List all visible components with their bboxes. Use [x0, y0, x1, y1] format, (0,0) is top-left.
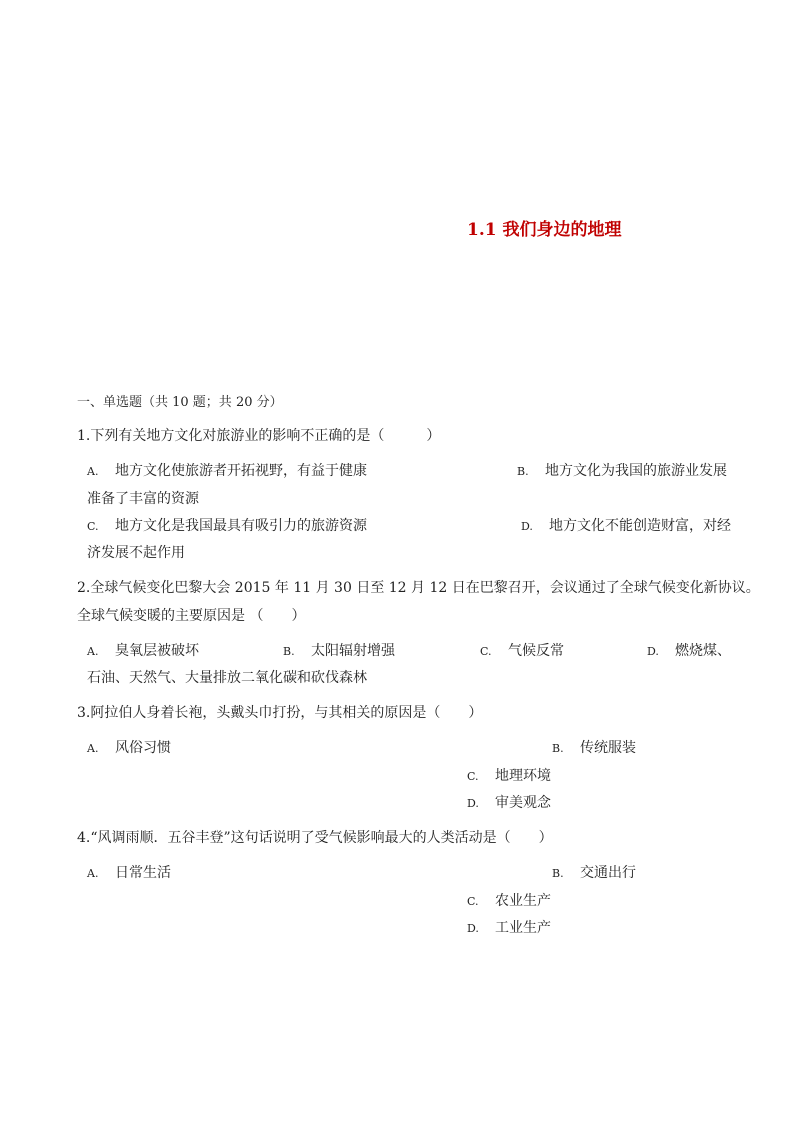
option-text: 日常生活 [115, 865, 171, 881]
question-1-stem: 1.下列有关地方文化对旅游业的影响不正确的是（ ） [77, 428, 441, 444]
question-4-option-b[interactable] [552, 863, 636, 884]
option-text: 气候反常 [508, 643, 564, 659]
question-4-option-d[interactable] [467, 918, 551, 939]
option-letter: B. [283, 645, 295, 658]
option-text: 燃烧煤、 [675, 643, 731, 659]
option-letter: D. [521, 520, 533, 533]
option-letter: A. [87, 465, 99, 478]
question-4-stem: 4.“风调雨顺．五谷丰登”这句话说明了受气候影响最大的人类活动是（ ） [77, 830, 553, 846]
option-letter: B. [552, 742, 564, 755]
question-3-option-d[interactable] [467, 793, 551, 814]
option-letter: A. [87, 645, 99, 658]
option-text: 臭氧层被破坏 [115, 643, 199, 659]
option-letter: B. [552, 867, 564, 880]
question-1-option-c[interactable] [87, 516, 367, 537]
question-2-option-d[interactable] [647, 641, 731, 662]
option-letter: D. [467, 922, 479, 935]
page-title: 1.1 我们身边的地理 [467, 220, 622, 240]
option-letter: C. [480, 645, 492, 658]
option-letter: D. [647, 645, 659, 658]
question-2-option-a[interactable] [87, 641, 199, 662]
option-letter: D. [467, 797, 479, 810]
option-text: 风俗习惯 [115, 740, 171, 756]
section-heading: 一、单选题（共 10 题；共 20 分） [77, 395, 283, 410]
option-letter: C. [467, 895, 479, 908]
question-1-option-d[interactable] [521, 516, 731, 537]
question-4-option-a[interactable] [87, 863, 171, 884]
option-letter: B. [517, 465, 529, 478]
option-letter: C. [87, 520, 99, 533]
option-letter: A. [87, 867, 99, 880]
question-2-stem: 2.全球气候变化巴黎大会 2015 年 11 月 30 日至 12 月 12 日在巴黎召开，会议通过了全球气候变化新协议。 [77, 580, 760, 596]
question-2-option-d-continued: 石油、天然气、大量排放二氧化碳和砍伐森林 [87, 670, 367, 686]
question-2-option-c[interactable] [480, 641, 564, 662]
option-text: 地方文化为我国的旅游业发展 [545, 463, 727, 479]
question-4-option-c[interactable] [467, 891, 551, 912]
option-text: 审美观念 [495, 795, 551, 811]
question-3-option-c[interactable] [467, 766, 551, 787]
question-1-option-d-continued: 济发展不起作用 [87, 545, 185, 561]
option-text: 农业生产 [495, 893, 551, 909]
option-letter: A. [87, 742, 99, 755]
question-2-option-b[interactable] [283, 641, 395, 662]
option-text: 地理环境 [495, 768, 551, 784]
question-3-option-a[interactable] [87, 738, 171, 759]
question-3-stem: 3.阿拉伯人身着长袍，头戴头巾打扮，与其相关的原因是（ ） [77, 705, 483, 721]
option-letter: C. [467, 770, 479, 783]
question-2-stem-continued: 全球气候变暖的主要原因是 （ ） [77, 608, 306, 624]
option-text: 地方文化是我国最具有吸引力的旅游资源 [115, 518, 367, 534]
option-text: 交通出行 [580, 865, 636, 881]
option-text: 太阳辐射增强 [311, 643, 395, 659]
option-text: 地方文化使旅游者开拓视野，有益于健康 [115, 463, 367, 479]
question-3-option-b[interactable] [552, 738, 636, 759]
option-text: 工业生产 [495, 920, 551, 936]
question-1-option-b[interactable] [517, 461, 727, 482]
option-text: 传统服装 [580, 740, 636, 756]
question-1-option-b-continued: 准备了丰富的资源 [87, 491, 199, 507]
option-text: 地方文化不能创造财富，对经 [549, 518, 731, 534]
question-1-option-a[interactable] [87, 461, 367, 482]
